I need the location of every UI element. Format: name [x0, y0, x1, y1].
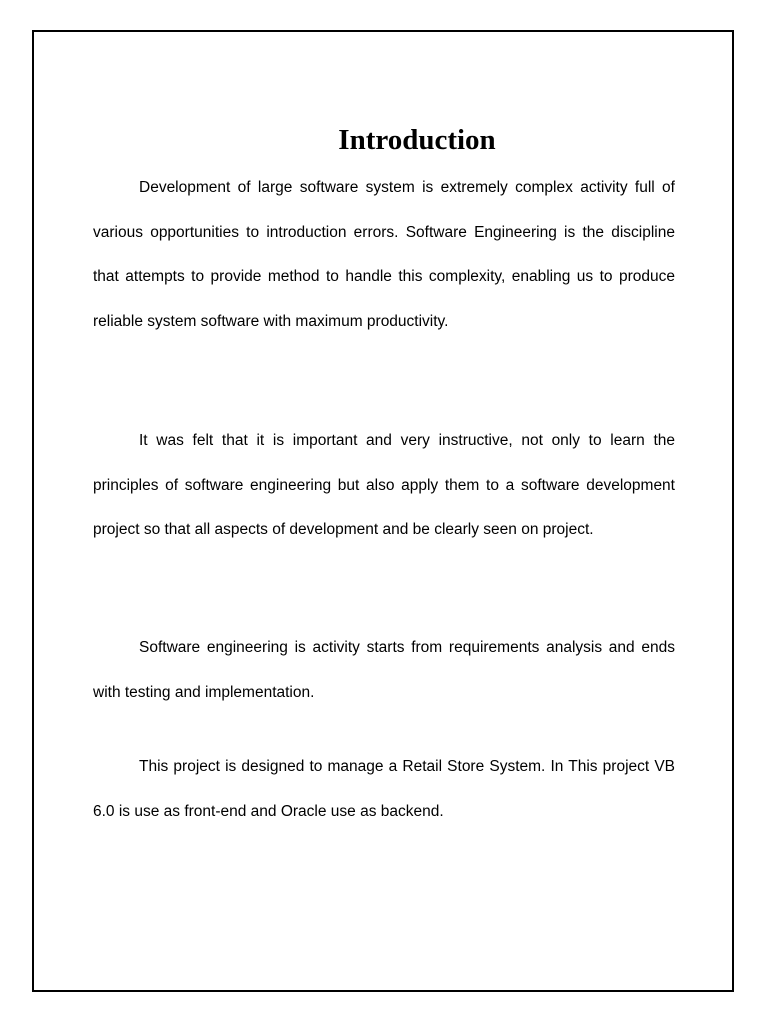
page-title: Introduction — [338, 124, 496, 156]
paragraph-3: Software engineering is activity starts from requirements analysis and ends with testing and implementation. — [93, 639, 675, 701]
paragraph-2: It was felt that it is important and very instructive, not only to learn the principles of software engineering but also apply them to a software development project so that all aspects of development and be clearly seen on project. — [93, 432, 675, 539]
paragraph-1: Development of large software system is extremely complex activity full of various opportunities to introduction errors. Software Engineering is the discipline that attempts to provide method to handle this complexity, enabling us to produce reliable system software with maximum productivity. — [93, 179, 675, 331]
paragraph-4: This project is designed to manage a Retail Store System. In This project VB 6.0 is use as front-end and Oracle use as backend. — [93, 758, 675, 820]
